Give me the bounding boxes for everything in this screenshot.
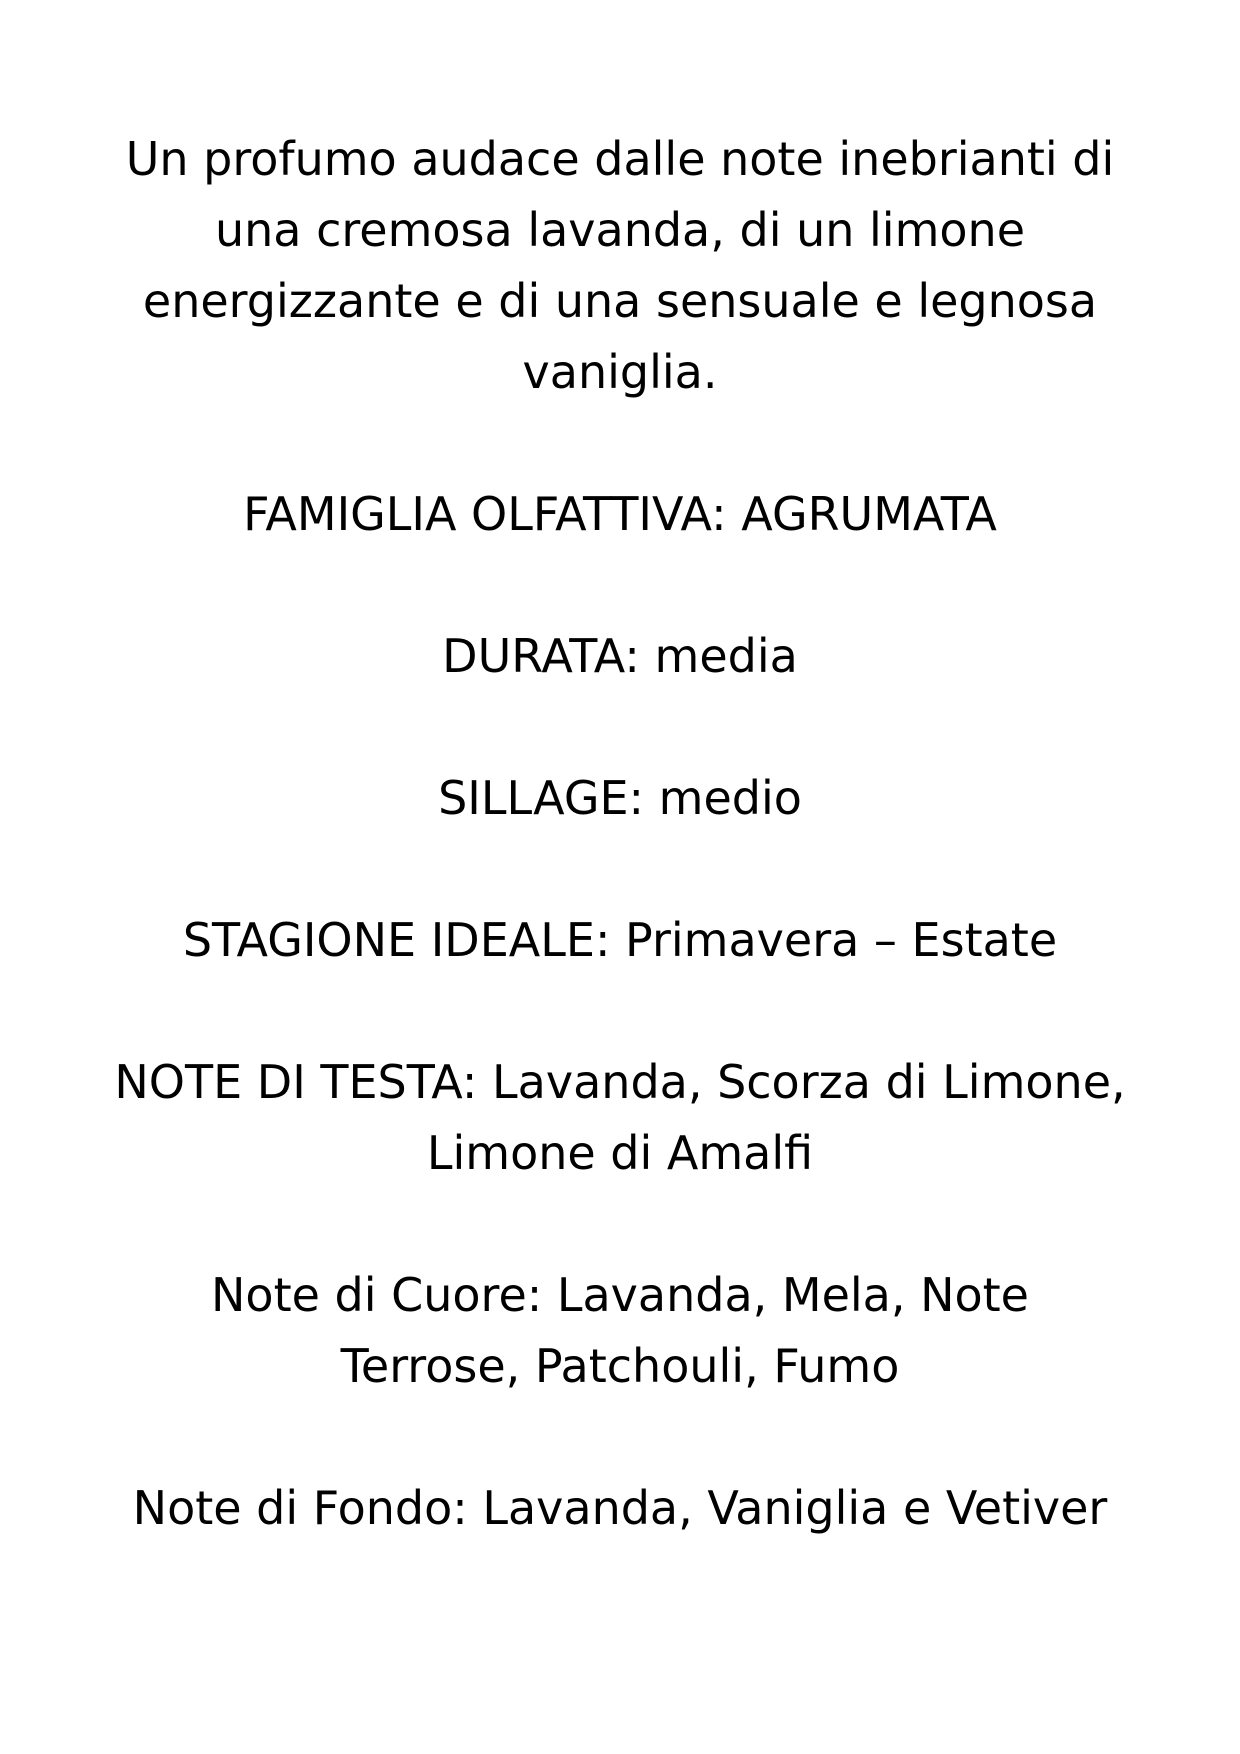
intro-paragraph xyxy=(60,124,1180,408)
durata: DURATA: media xyxy=(442,629,798,683)
famiglia-olfattiva: FAMIGLIA OLFATTIVA: AGRUMATA xyxy=(243,487,997,541)
note-di-testa-line: NOTE DI TESTA: Lavanda, Scorza di Limone, xyxy=(114,1055,1126,1109)
note-di-cuore-line: Terrose, Patchouli, Fumo xyxy=(340,1339,900,1393)
note-di-cuore xyxy=(60,1260,1180,1402)
sillage: SILLAGE: medio xyxy=(438,771,802,825)
note-di-testa-line: Limone di Amalfi xyxy=(426,1126,814,1180)
note-di-fondo: Note di Fondo: Lavanda, Vaniglia e Vetiver xyxy=(132,1481,1108,1535)
note-di-testa xyxy=(60,1047,1180,1189)
intro-line: energizzante e di una sensuale e legnosa xyxy=(142,274,1098,328)
intro-line: una cremosa lavanda, di un limone xyxy=(214,203,1025,257)
intro-line: Un profumo audace dalle note inebrianti di xyxy=(125,132,1115,186)
stagione-ideale: STAGIONE IDEALE: Primavera – Estate xyxy=(182,913,1058,967)
note-di-cuore-line: Note di Cuore: Lavanda, Mela, Note xyxy=(211,1268,1029,1322)
intro-line: vaniglia. xyxy=(522,345,718,399)
